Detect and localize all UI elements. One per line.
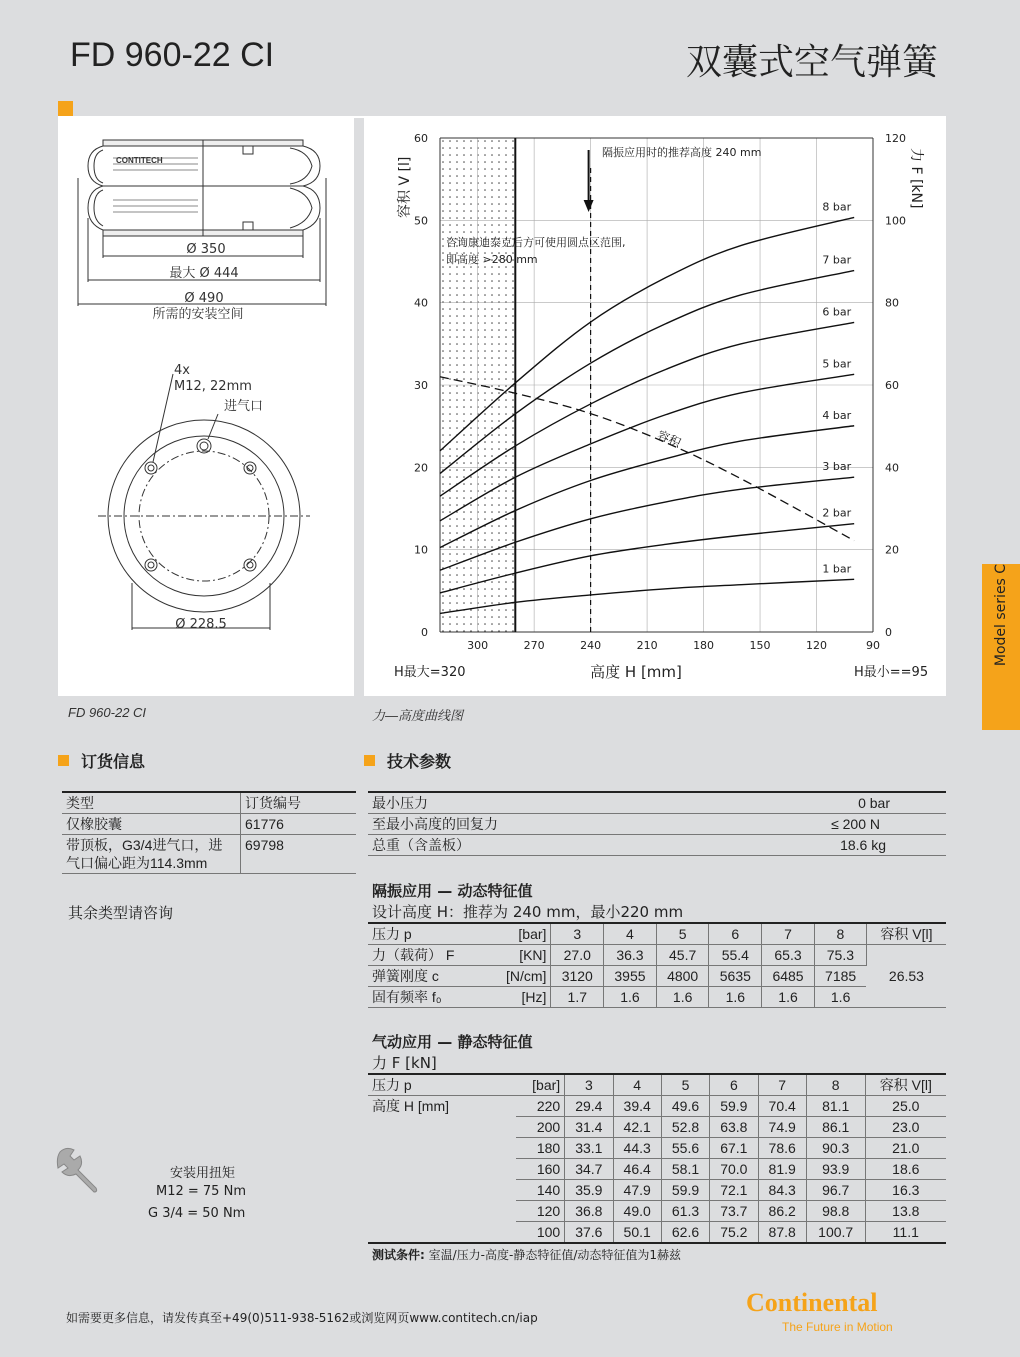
pneumatic-cell: 84.3 [758,1180,806,1201]
dynamic-heading: 隔振应用 — 动态特征值 [372,882,533,900]
pneumatic-cell: 63.8 [710,1117,758,1138]
series-label: 2 bar [822,506,852,520]
pneumatic-cell: 58.1 [661,1159,709,1180]
pneumatic-cell: 90.3 [806,1138,865,1159]
footer-contact: 如需要更多信息，请发传真至+49(0)511-938-5162或浏览网页www.contitech.cn/iap [66,1311,538,1325]
bolts-size: M12, 22mm [174,379,252,394]
pneumatic-cell: 100.7 [806,1222,865,1244]
dim-490: Ø 490 [184,291,224,306]
x-tick-label: 150 [749,639,771,652]
right-axis-label: 力 F [kN] [908,148,924,209]
pneumatic-cell: 96.7 [806,1180,865,1201]
spring-drawing [58,118,354,696]
pneumatic-volume: 25.0 [865,1096,946,1117]
dynamic-row-unit: [Hz] [487,987,551,1008]
install-space-label: 所需的安装空间 [152,307,244,322]
table-row [368,945,946,966]
dynamic-cell: 3120 [551,966,604,987]
ordering-type [62,835,241,874]
x-tick-label: 300 [467,639,489,652]
chart-caption: 力—高度曲线图 [372,708,464,723]
pneumatic-cell: 49.0 [613,1201,661,1222]
right-tick-label: 20 [885,543,899,557]
wrench-icon [56,1146,102,1196]
pneumatic-height-value: 180 [516,1138,565,1159]
torque-g34: G 3/4 = 50 Nm [148,1206,246,1221]
pneumatic-col: 5 [661,1074,709,1096]
table-row [368,923,946,945]
drawing-caption: FD 960-22 CI [68,705,147,720]
pneumatic-height-value: 200 [516,1117,565,1138]
accent-square [58,101,73,116]
pneumatic-volume: 13.8 [865,1201,946,1222]
pneumatic-cell: 70.0 [710,1159,758,1180]
product-type-title: 双囊式空气弹簧 [685,42,938,83]
table-row [368,814,946,835]
zone-annotation-line2: 即高度 >280 mm [446,253,538,266]
pneumatic-cell: 36.8 [565,1201,613,1222]
technical-drawing-panel [58,118,354,696]
ordering-number: 61776 [241,814,357,835]
left-tick-label: 30 [414,379,428,392]
recommended-arrow-head [584,200,594,212]
dynamic-col: 4 [604,923,657,945]
table-row [368,792,946,814]
tech-value: 18.6 kg [674,835,946,856]
test-conditions [372,1246,681,1263]
series-label: 4 bar [822,408,852,422]
left-tick-label: 0 [421,626,428,639]
dynamic-cell: 45.7 [656,945,709,966]
pneumatic-col: 4 [613,1074,661,1096]
pneumatic-height-value: 140 [516,1180,565,1201]
pneumatic-cell: 78.6 [758,1138,806,1159]
series-label: 3 bar [822,460,852,474]
pneumatic-volume: 21.0 [865,1138,946,1159]
pneumatic-cell: 75.2 [710,1222,758,1244]
pneumatic-height-value: 220 [516,1096,565,1117]
pneumatic-cell: 33.1 [565,1138,613,1159]
table-row [368,987,946,1008]
pneumatic-cell: 42.1 [613,1117,661,1138]
x-tick-label: 120 [806,639,828,652]
pneumatic-header-unit: [bar] [516,1074,565,1096]
dynamic-header-unit: [bar] [487,923,551,945]
tech-heading: 技术参数 [364,749,451,772]
series-label: 8 bar [822,200,852,214]
pneumatic-height-label [368,1117,516,1138]
pneumatic-cell: 73.7 [710,1201,758,1222]
pneumatic-height-label [368,1222,516,1244]
dynamic-col: 7 [762,923,815,945]
dynamic-cell: 6485 [762,966,815,987]
pneumatic-header-label: 压力 p [368,1074,516,1096]
dynamic-col: 3 [551,923,604,945]
model-title: FD 960-22 CI [70,36,275,74]
table-row [62,792,356,814]
pneumatic-cell: 62.6 [661,1222,709,1244]
dynamic-row-label: 弹簧刚度 c [368,966,487,987]
ordering-type: 仅橡胶囊 [62,814,241,835]
dynamic-vol-header: 容积 V[l] [866,923,946,945]
right-tick-label: 60 [885,379,899,392]
dynamic-cell: 1.7 [551,987,604,1008]
pneumatic-volume: 11.1 [865,1222,946,1244]
pneumatic-cell: 39.4 [613,1096,661,1117]
ordering-note: 其余类型请咨询 [68,904,174,922]
model-series-tab[interactable] [982,564,1020,730]
x-tick-label: 240 [580,639,602,652]
dynamic-cell: 5635 [709,966,762,987]
tech-table [368,791,946,856]
dynamic-col: 5 [656,923,709,945]
pneumatic-cell: 50.1 [613,1222,661,1244]
dynamic-row-unit: [KN] [487,945,551,966]
pneumatic-height-label [368,1201,516,1222]
pneumatic-cell: 86.2 [758,1201,806,1222]
pneumatic-cell: 98.8 [806,1201,865,1222]
ordering-number: 69798 [241,835,357,874]
continental-tagline: The Future in Motion [782,1320,893,1334]
volume-curve-label: 容积 [655,427,683,451]
table-row [368,1180,946,1201]
series-label: 7 bar [822,253,852,267]
pneumatic-subtitle: 力 F [kN] [372,1054,437,1072]
left-tick-label: 40 [414,296,428,310]
force-height-chart [364,118,946,696]
table-row [368,1117,946,1138]
zone-annotation-line1: 咨询康迪泰克后方可使用圆点区范围, [446,236,626,249]
model-series-label: Model series C [993,563,1009,667]
pneumatic-height-value: 120 [516,1201,565,1222]
table-row [368,1096,946,1117]
x-tick-label: 90 [866,639,880,652]
table-row [368,1138,946,1159]
dynamic-subtitle: 设计高度 H：推荐为 240 mm，最小220 mm [372,903,684,921]
dynamic-cell: 4800 [656,966,709,987]
table-row [368,1074,946,1096]
pneumatic-height-label [368,1138,516,1159]
dynamic-header-label: 压力 p [368,923,487,945]
right-tick-label: 40 [885,461,899,475]
dynamic-cell: 1.6 [656,987,709,1008]
pneumatic-cell: 81.9 [758,1159,806,1180]
pneumatic-cell: 70.4 [758,1096,806,1117]
dynamic-row-unit: [N/cm] [487,966,551,987]
tech-label: 总重（含盖板） [368,835,674,856]
tech-label: 至最小高度的回复力 [368,814,674,835]
pneumatic-cell: 93.9 [806,1159,865,1180]
table-row [368,1222,946,1244]
pneumatic-height-label [368,1180,516,1201]
dynamic-cell: 1.6 [604,987,657,1008]
right-tick-label: 100 [885,214,906,228]
left-tick-label: 20 [414,461,428,475]
pneumatic-height-value: 160 [516,1159,565,1180]
pneumatic-cell: 35.9 [565,1180,613,1201]
dynamic-cell: 1.6 [709,987,762,1008]
pneumatic-cell: 81.1 [806,1096,865,1117]
dynamic-cell: 7185 [814,966,866,987]
test-conditions-text: 室温/压力-高度-静态特征值/动态特征值为1赫兹 [424,1248,682,1262]
pneumatic-cell: 87.8 [758,1222,806,1244]
ordering-header-number: 订货编号 [241,792,357,814]
pneumatic-vol-header: 容积 V[l] [865,1074,946,1096]
dynamic-cell: 1.6 [814,987,866,1008]
pneumatic-cell: 72.1 [710,1180,758,1201]
tech-value: ≤ 200 N [674,814,946,835]
continental-logo: Continental [746,1288,878,1317]
tech-value: 0 bar [674,792,946,814]
x-tick-label: 210 [636,639,658,652]
ordering-heading: 订货信息 [58,749,145,772]
pneumatic-height-value: 100 [516,1222,565,1244]
pneumatic-table [368,1073,946,1244]
left-axis-label: 容积 V [l] [397,156,413,218]
pneumatic-volume: 23.0 [865,1117,946,1138]
pneumatic-cell: 52.8 [661,1117,709,1138]
table-row [368,1201,946,1222]
dynamic-col: 8 [814,923,866,945]
series-label: 5 bar [822,357,852,371]
pneumatic-cell: 46.4 [613,1159,661,1180]
right-tick-label: 80 [885,296,899,310]
pneumatic-cell: 44.3 [613,1138,661,1159]
pneumatic-col: 3 [565,1074,613,1096]
bolts-count: 4x [174,363,190,378]
dynamic-cell: 36.3 [604,945,657,966]
series-label: 1 bar [822,562,852,576]
left-tick-label: 60 [414,132,428,145]
dim-228: Ø 228.5 [175,617,227,632]
hmax-label: H最大=320 [394,665,466,680]
pneumatic-cell: 29.4 [565,1096,613,1117]
pneumatic-height-label: 高度 H [mm] [368,1096,516,1117]
dynamic-volume: 26.53 [866,945,946,1008]
dim-350: Ø 350 [186,242,226,257]
left-tick-label: 10 [414,543,428,557]
pneumatic-cell: 34.7 [565,1159,613,1180]
dynamic-row-label: 固有频率 f₀ [368,987,487,1008]
dynamic-cell: 3955 [604,966,657,987]
pneumatic-cell: 37.6 [565,1222,613,1244]
table-row [368,1159,946,1180]
ordering-table [62,791,356,874]
ordering-heading-marker [58,755,69,766]
table-row [62,814,356,835]
pneumatic-heading: 气动应用 — 静态特征值 [372,1033,533,1051]
ordering-type-line1: 带顶板，G3/4进气口，进 [66,837,223,853]
pneumatic-col: 6 [710,1074,758,1096]
table-row [368,966,946,987]
pneumatic-cell: 31.4 [565,1117,613,1138]
x-axis-label: 高度 H [mm] [590,663,682,681]
torque-title: 安装用扭矩 [170,1166,236,1181]
table-row [368,835,946,856]
dynamic-cell: 55.4 [709,945,762,966]
right-tick-label: 120 [885,132,906,145]
pneumatic-volume: 18.6 [865,1159,946,1180]
left-tick-label: 50 [414,214,428,228]
test-conditions-label: 测试条件: [372,1248,425,1262]
pneumatic-cell: 59.9 [661,1180,709,1201]
x-tick-label: 270 [523,639,545,652]
dim-444: 最大 Ø 444 [169,266,239,281]
dynamic-col: 6 [709,923,762,945]
pneumatic-cell: 74.9 [758,1117,806,1138]
pneumatic-volume: 16.3 [865,1180,946,1201]
force-height-chart-panel [364,118,946,696]
dynamic-table [368,922,946,1008]
pneumatic-col: 7 [758,1074,806,1096]
pneumatic-cell: 61.3 [661,1201,709,1222]
dynamic-cell: 65.3 [762,945,815,966]
tech-heading-marker [364,755,375,766]
table-row [62,835,356,874]
pneumatic-cell: 59.9 [710,1096,758,1117]
hmin-label: H最小==95 [854,665,929,680]
torque-m12: M12 = 75 Nm [156,1184,246,1199]
dynamic-cell: 75.3 [814,945,866,966]
x-tick-label: 180 [693,639,715,652]
ordering-header-type: 类型 [62,792,241,814]
dynamic-cell: 1.6 [762,987,815,1008]
pneumatic-height-label [368,1159,516,1180]
pneumatic-col: 8 [806,1074,865,1096]
pneumatic-cell: 49.6 [661,1096,709,1117]
dynamic-row-label: 力（载荷） F [368,945,487,966]
contitech-logo-text: CONTITECH [116,156,163,165]
pneumatic-cell: 86.1 [806,1117,865,1138]
right-tick-label: 0 [885,626,892,639]
air-inlet-label: 进气口 [224,399,264,414]
series-label: 6 bar [822,305,852,319]
recommended-annotation: 隔振应用时的推荐高度 240 mm [602,146,762,159]
tech-label: 最小压力 [368,792,674,814]
pneumatic-cell: 67.1 [710,1138,758,1159]
dynamic-cell: 27.0 [551,945,604,966]
ordering-type-line2: 气口偏心距为114.3mm [66,855,208,871]
pneumatic-cell: 47.9 [613,1180,661,1201]
pneumatic-cell: 55.6 [661,1138,709,1159]
